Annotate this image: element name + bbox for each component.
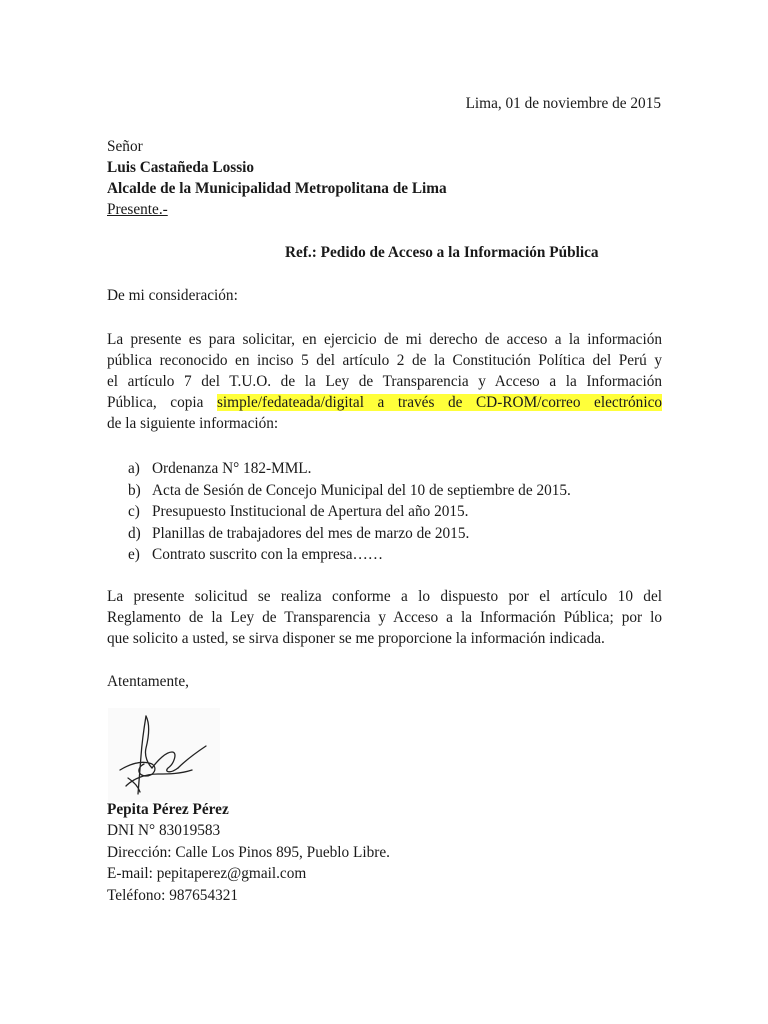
list-item: [128, 458, 571, 480]
greeting: De mi consideración:: [107, 287, 238, 304]
highlighted-copy-format: simple/fedateada/digital a través de CD-ROM/correo electrónico: [216, 394, 663, 411]
body1-line-3: el artículo 7 del T.U.O. de la Ley de Transparencia y Acceso a la Información: [107, 373, 662, 390]
letter-date: Lima, 01 de noviembre de 2015: [465, 95, 661, 112]
body-paragraph-2: [107, 586, 662, 649]
list-marker: e): [128, 546, 140, 563]
body2-line-2: Reglamento de la Ley de Transparencia y Acceso a la Información Pública; por lo: [107, 609, 662, 626]
list-item: [128, 523, 571, 545]
list-item: [128, 544, 571, 566]
recipient-presente: Presente.-: [107, 201, 168, 218]
sender-dni: DNI N° 83019583: [107, 822, 221, 839]
body1-line-1: La presente es para solicitar, en ejercicio de mi derecho de acceso a la información: [107, 331, 662, 348]
closing: Atentamente,: [107, 673, 189, 690]
recipient-position: Alcalde de la Municipalidad Metropolitana de Lima: [107, 180, 447, 197]
signature-image: [108, 708, 220, 802]
reference-line: Ref.: Pedido de Acceso a la Información Pública: [285, 244, 599, 261]
sender-name: Pepita Pérez Pérez: [107, 801, 229, 818]
body1-line-2: pública reconocido en inciso 5 del artículo 2 de la Constitución Política del Perú y: [107, 352, 662, 369]
handwritten-signature-icon: [108, 708, 220, 802]
body1-line-4-prefix: Pública, copia: [107, 394, 217, 411]
body1-line-5: de la siguiente información:: [107, 415, 279, 432]
list-marker: a): [128, 460, 140, 477]
body1-line-4: [107, 392, 662, 413]
recipient-salutation: Señor: [107, 138, 143, 155]
sender-email: E-mail: pepitaperez@gmail.com: [107, 865, 307, 882]
body2-line-1: La presente solicitud se realiza conforme a lo dispuesto por el artículo 10 del: [107, 588, 662, 605]
sender-address: Dirección: Calle Los Pinos 895, Pueblo Libre.: [107, 844, 390, 861]
body-paragraph-1: [107, 329, 662, 434]
list-marker: b): [128, 481, 141, 499]
list-item-text: Contrato suscrito con la empresa……: [152, 546, 384, 563]
list-item-text: Planillas de trabajadores del mes de marzo de 2015.: [152, 524, 470, 542]
requested-items-list: [128, 458, 571, 566]
list-marker: d): [128, 524, 141, 542]
recipient-name: Luis Castañeda Lossio: [107, 159, 255, 176]
list-item-text: Ordenanza N° 182-MML.: [152, 460, 312, 477]
body2-line-3: que solicito a usted, se sirva disponer se me proporcione la información indicada.: [107, 630, 605, 647]
list-marker: c): [128, 503, 140, 520]
sender-phone: Teléfono: 987654321: [107, 887, 239, 904]
list-item-text: Acta de Sesión de Concejo Municipal del 10 de septiembre de 2015.: [152, 481, 571, 499]
list-item: [128, 501, 571, 523]
list-item: [128, 480, 571, 502]
list-item-text: Presupuesto Institucional de Apertura del año 2015.: [152, 503, 469, 520]
